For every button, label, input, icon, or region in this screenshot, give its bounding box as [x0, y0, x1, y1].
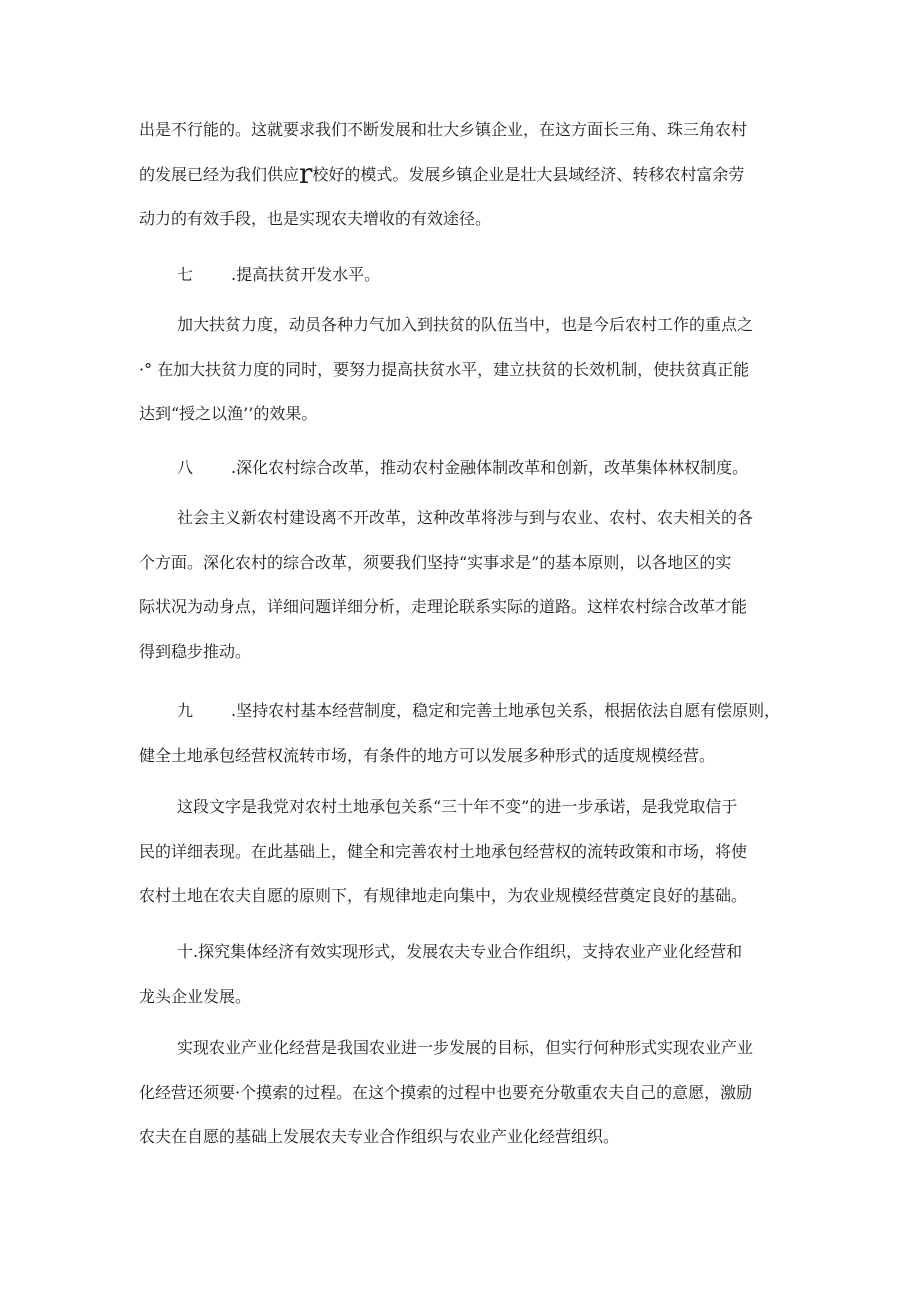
text-line: 实现农业产业化经营是我国农业进一步发展的目标，但实行何种形式实现农业产业: [177, 1038, 754, 1057]
section-heading-7: [139, 253, 799, 298]
text-line: 社会主义新农村建设离不开改革，这种改革将涉与到与农业、农村、农夫相关的各: [177, 508, 754, 527]
text-line: [139, 153, 799, 198]
section-title: .深化农村综合改革，推动农村金融体制改革和创新，改革集体林权制度。: [231, 458, 749, 477]
text-line: [139, 446, 799, 491]
text-line: [139, 689, 799, 734]
section-heading-10: [139, 930, 799, 1019]
text-line: 加大扶贫力度，动员各种力气加入到扶贫的队伍当中，也是今后农村工作的重点之: [177, 315, 754, 334]
text-line: 际状况为动身点，详细问题详细分析，走理论联系实际的道路。这样农村综合改革才能: [139, 597, 748, 616]
text-line: 农村土地在农夫自愿的原则下，有规律地走向集中，为农业规模经营奠定良好的基础。: [139, 886, 748, 905]
section-heading-8: [139, 446, 799, 491]
paragraph-township-enterprises: [139, 108, 799, 242]
text-line: 这段文字是我党对农村土地承包关系“三十年不变”的进一步承诺，是我党取信于: [177, 797, 738, 816]
section-title: .提高扶贫开发水平。: [231, 265, 381, 284]
text-line: ·° 在加大扶贫力度的同时，要努力提高扶贫水平，建立扶贫的长效机制，使扶贫真正能: [139, 359, 750, 379]
section-heading-9: [139, 689, 799, 778]
section-number: 八: [177, 458, 194, 477]
text-line: 化经营还须要·个摸索的过程。在这个摸索的过程中也要充分敬重农夫自己的意愿，激励: [139, 1082, 753, 1102]
text-line: 十.探究集体经济有效实现形式，发展农夫专业合作组织，支持农业产业化经营和: [177, 942, 743, 961]
paragraph-poverty-alleviation: [139, 303, 799, 437]
text-fragment: 校好的模式。发展乡镇企业是壮大县域经济、转移农村富余劳: [312, 164, 745, 184]
text-line: [139, 253, 799, 298]
paragraph-rural-reform: [139, 496, 799, 674]
section-title: .坚持农村基本经营制度，稳定和完善土地承包关系，根据依法自愿有偿原则，: [231, 701, 781, 720]
section-number: 九: [177, 701, 194, 720]
text-line: 农夫在自愿的基础上发展农夫专业合作组织与农业产业化经营组织。: [139, 1127, 620, 1146]
text-line: 得到稳步推动。: [139, 641, 252, 661]
text-line: 出是不行能的。这就要求我们不断发展和壮大乡镇企业，在这方面长三角、珠三角农村: [139, 120, 748, 139]
text-line: 动力的有效手段，也是实现农夫增收的有效途径。: [139, 209, 492, 228]
section-number: 七: [177, 265, 194, 284]
text-line: 龙头企业发展。: [139, 986, 252, 1006]
text-line: 个方面。深化农村的综合改革，须要我们坚持“实事求是”的基本原则，以各地区的实: [139, 552, 732, 572]
paragraph-industrialization: [139, 1026, 799, 1160]
text-line: 民的详细表现。在此基础上，健全和完善农村土地承包经营权的流转政策和市场，将使: [139, 841, 748, 861]
text-line: 健全土地承包经营权流转市场，有条件的地方可以发展多种形式的适度规模经营。: [139, 745, 716, 765]
stray-glyph: r: [299, 156, 313, 190]
text-fragment: 的发展已经为我们供应: [139, 164, 300, 184]
text-line: 达到“授之以渔’’的效果。: [139, 404, 318, 423]
paragraph-land-contract: [139, 785, 799, 919]
